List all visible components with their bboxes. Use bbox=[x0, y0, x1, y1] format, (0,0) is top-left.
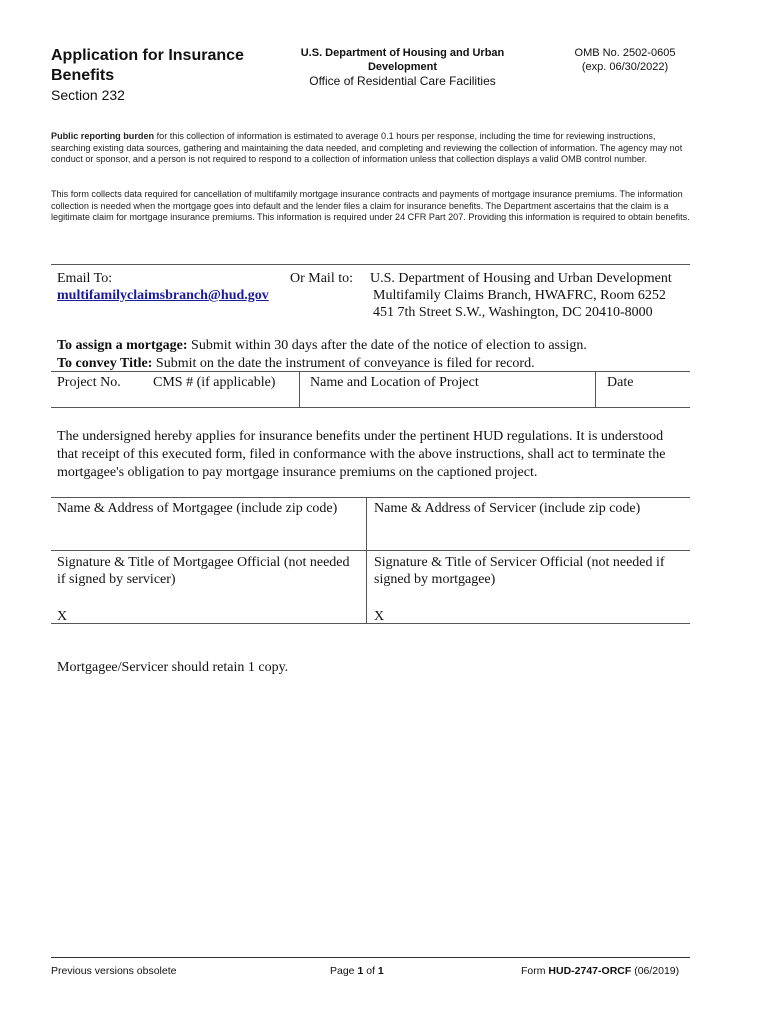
cms-number-field[interactable]: CMS # (if applicable) bbox=[153, 375, 276, 390]
project-divider-2 bbox=[595, 371, 596, 408]
form-section: Section 232 bbox=[51, 87, 125, 103]
footer-rule bbox=[51, 957, 690, 958]
contact-top-rule bbox=[51, 264, 690, 265]
footer-page-number bbox=[330, 965, 384, 978]
convey-instruction bbox=[57, 355, 535, 372]
mail-address-line1: U.S. Department of Housing and Urban Development bbox=[370, 271, 672, 286]
department-name: U.S. Department of Housing and Urban Development bbox=[300, 47, 505, 73]
page-of: of bbox=[363, 965, 378, 977]
form-number: HUD-2747-ORCF bbox=[548, 965, 632, 977]
retain-copy-note: Mortgagee/Servicer should retain 1 copy. bbox=[57, 660, 289, 675]
parties-divider bbox=[366, 497, 367, 624]
servicer-sign-mark: X bbox=[374, 609, 385, 624]
omb-expiration: (exp. 06/30/2022) bbox=[581, 61, 669, 73]
office-name: Office of Residential Care Facilities bbox=[309, 74, 496, 88]
form-prefix: Form bbox=[521, 965, 549, 977]
form-date: (06/2019) bbox=[631, 965, 680, 977]
project-no-field[interactable]: Project No. bbox=[57, 375, 121, 390]
burden-lead: Public reporting burden bbox=[51, 131, 155, 141]
omb-number: OMB No. 2502-0605 bbox=[574, 47, 676, 59]
mail-address-line3: 451 7th Street S.W., Washington, DC 20410-8000 bbox=[373, 305, 653, 320]
servicer-address-field[interactable]: Name & Address of Servicer (include zip code) bbox=[374, 501, 641, 516]
purpose-statement: This form collects data required for cancellation of multifamily mortgage insurance contracts and payments of mortgage insurance premiums. The information collection is needed when the mortgage goes into default and the lender files a claim for insurance benefits. The Department ascertains that the claim is a legitimate claim for mortgage insurance premiums. This information is required under 24 CFR Part 207. Providing this information is required to obtain benefits. bbox=[51, 189, 690, 222]
footer-obsolete: Previous versions obsolete bbox=[51, 965, 177, 977]
email-label: Email To: bbox=[57, 271, 113, 286]
burden-text: for this collection of information is estimated to average 0.1 hours per response, including the time for reviewing instructions, searching existing data sources, gathering and maintaining the data needed, and completing and reviewing the collection of information. The agency may not conduct or sponsor, and a person is not required to respond to a collection of information unless that collection displays a valid OMB control number. bbox=[51, 131, 683, 164]
form-title: Application for Insurance Benefits bbox=[51, 47, 244, 84]
assign-instruction bbox=[57, 337, 587, 354]
project-name-location-field[interactable]: Name and Location of Project bbox=[310, 375, 479, 390]
mortgagee-signature-field[interactable]: Signature & Title of Mortgagee Official (not needed if signed by servicer) bbox=[57, 555, 350, 587]
project-divider-1 bbox=[299, 371, 300, 408]
mail-address-line2: Multifamily Claims Branch, HWAFRC, Room 6252 bbox=[373, 288, 666, 303]
page-total: 1 bbox=[377, 965, 384, 977]
convey-text: Submit on the date the instrument of conveyance is filed for record. bbox=[152, 356, 535, 371]
convey-label: To convey Title: bbox=[57, 356, 153, 371]
footer-form-id bbox=[521, 965, 679, 978]
mortgagee-address-field[interactable]: Name & Address of Mortgagee (include zip code) bbox=[57, 501, 338, 516]
page-current: 1 bbox=[357, 965, 364, 977]
assign-text: Submit within 30 days after the date of the notice of election to assign. bbox=[187, 338, 587, 353]
project-date-field[interactable]: Date bbox=[607, 375, 634, 390]
parties-bottom-rule bbox=[51, 623, 690, 624]
parties-top-rule bbox=[51, 497, 690, 498]
assign-label: To assign a mortgage: bbox=[57, 338, 188, 353]
project-table-bottom-rule bbox=[51, 407, 690, 408]
page-prefix: Page bbox=[330, 965, 358, 977]
burden-statement bbox=[51, 131, 696, 166]
mortgagee-sign-mark: X bbox=[57, 609, 68, 624]
email-link[interactable]: multifamilyclaimsbranch@hud.gov bbox=[57, 288, 269, 303]
parties-middle-rule bbox=[51, 550, 690, 551]
mail-label: Or Mail to: bbox=[290, 271, 353, 286]
applicant-statement: The undersigned hereby applies for insurance benefits under the pertinent HUD regulations. It is understood that receipt of this executed form, filed in conformance with the above instructions, shall act to terminate the mortgagee's obligation to pay mortgage insurance premiums on the captioned project. bbox=[57, 429, 666, 480]
omb-block bbox=[560, 46, 690, 74]
servicer-signature-field[interactable]: Signature & Title of Servicer Official (not needed if signed by mortgagee) bbox=[374, 555, 665, 587]
